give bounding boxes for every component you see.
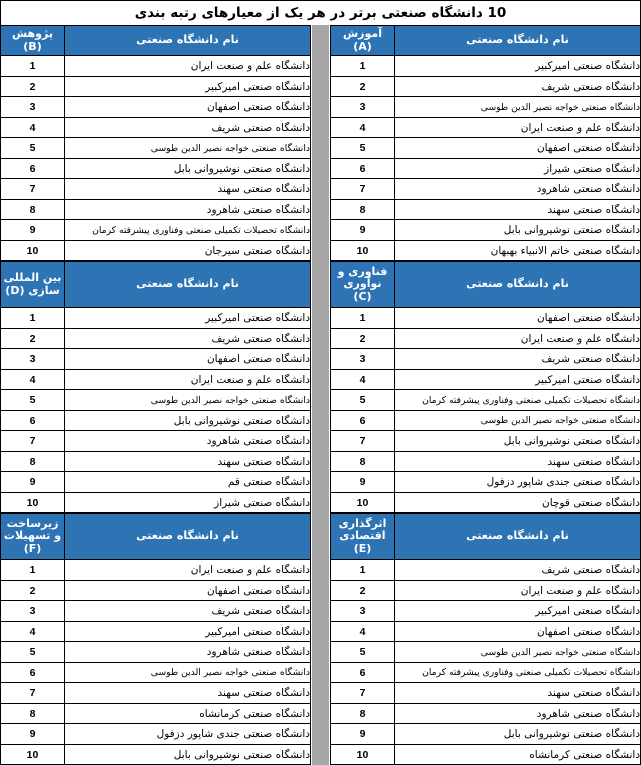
university-name-cell: دانشگاه صنعتی اصفهان xyxy=(65,349,311,370)
criterion-table-b xyxy=(0,25,311,261)
rank-cell: 4 xyxy=(1,621,65,642)
column-header-university: نام دانشگاه صنعتی xyxy=(65,514,311,560)
university-name-cell: دانشگاه صنعتی نوشیروانی بابل xyxy=(395,724,641,745)
table-row xyxy=(331,662,641,683)
table-row xyxy=(1,642,311,663)
table-row xyxy=(331,56,641,77)
university-name-cell: دانشگاه صنعتی اصفهان xyxy=(65,580,311,601)
university-name-cell: دانشگاه صنعتی شاهرود xyxy=(395,703,641,724)
rank-cell: 8 xyxy=(1,199,65,220)
column-divider xyxy=(311,513,330,765)
rank-cell: 5 xyxy=(331,390,395,411)
column-header-criterion-a: آموزش (A) xyxy=(331,26,395,56)
university-name-cell: دانشگاه صنعتی امیرکبیر xyxy=(395,601,641,622)
rank-cell: 10 xyxy=(331,492,395,513)
university-name-cell: دانشگاه صنعتی خواجه نصیر الدین طوسی xyxy=(395,642,641,663)
rank-cell: 8 xyxy=(331,703,395,724)
rank-cell: 9 xyxy=(1,724,65,745)
table-row xyxy=(331,349,641,370)
rank-cell: 7 xyxy=(1,683,65,704)
table-header-row xyxy=(1,262,311,308)
rank-cell: 5 xyxy=(331,642,395,663)
university-name-cell: دانشگاه صنعتی خواجه نصیر الدین طوسی xyxy=(65,138,311,159)
university-name-cell: دانشگاه تحصیلات تکمیلی صنعتی وفناوری پیشرفته کرمان xyxy=(65,220,311,241)
rank-cell: 7 xyxy=(1,179,65,200)
table-row xyxy=(331,410,641,431)
rank-cell: 10 xyxy=(331,744,395,765)
university-name-cell: دانشگاه صنعتی شاهرود xyxy=(65,199,311,220)
rank-cell: 1 xyxy=(331,308,395,329)
university-name-cell: دانشگاه صنعتی قوچان xyxy=(395,492,641,513)
column-header-university: نام دانشگاه صنعتی xyxy=(395,262,641,308)
table-row xyxy=(1,492,311,513)
table-header-row xyxy=(1,514,311,560)
table-row xyxy=(331,240,641,261)
rank-cell: 5 xyxy=(1,642,65,663)
rank-cell: 10 xyxy=(1,240,65,261)
criterion-table-d xyxy=(0,261,311,513)
table-row xyxy=(1,703,311,724)
ranking-table xyxy=(330,25,641,261)
criterion-table-c xyxy=(330,261,641,513)
table-row xyxy=(331,199,641,220)
rank-cell: 6 xyxy=(1,410,65,431)
rank-cell: 5 xyxy=(331,138,395,159)
rank-cell: 8 xyxy=(1,703,65,724)
table-row xyxy=(331,621,641,642)
ranking-table xyxy=(330,513,641,765)
university-name-cell: دانشگاه صنعتی امیرکبیر xyxy=(65,621,311,642)
university-name-cell: دانشگاه صنعتی کرمانشاه xyxy=(65,703,311,724)
university-name-cell: دانشگاه صنعتی سهند xyxy=(395,683,641,704)
table-row xyxy=(1,451,311,472)
table-row xyxy=(1,662,311,683)
table-row xyxy=(331,138,641,159)
university-name-cell: دانشگاه صنعتی امیرکبیر xyxy=(65,76,311,97)
rank-cell: 1 xyxy=(1,56,65,77)
university-name-cell: دانشگاه صنعتی شریف xyxy=(395,349,641,370)
rank-cell: 4 xyxy=(331,621,395,642)
column-divider xyxy=(311,25,330,261)
table-row xyxy=(1,179,311,200)
university-name-cell: دانشگاه صنعتی شیراز xyxy=(395,158,641,179)
rank-cell: 3 xyxy=(331,601,395,622)
university-name-cell: دانشگاه صنعتی شاهرود xyxy=(65,431,311,452)
rank-cell: 9 xyxy=(331,724,395,745)
university-name-cell: دانشگاه صنعتی اصفهان xyxy=(395,308,641,329)
column-header-university: نام دانشگاه صنعتی xyxy=(395,26,641,56)
table-row xyxy=(331,369,641,390)
rank-cell: 9 xyxy=(331,220,395,241)
rank-cell: 3 xyxy=(1,97,65,118)
table-row xyxy=(331,76,641,97)
university-name-cell: دانشگاه صنعتی امیرکبیر xyxy=(65,308,311,329)
university-name-cell: دانشگاه صنعتی اصفهان xyxy=(395,138,641,159)
university-name-cell: دانشگاه صنعتی سهند xyxy=(65,179,311,200)
rank-cell: 7 xyxy=(331,683,395,704)
rank-cell: 1 xyxy=(331,560,395,581)
university-name-cell: دانشگاه صنعتی سهند xyxy=(65,451,311,472)
university-name-cell: دانشگاه صنعتی شریف xyxy=(395,76,641,97)
rank-cell: 7 xyxy=(331,179,395,200)
page-title xyxy=(0,0,641,25)
table-row xyxy=(1,117,311,138)
university-name-cell: دانشگاه صنعتی جندی شاپور دزفول xyxy=(65,724,311,745)
university-name-cell: دانشگاه صنعتی نوشیروانی بابل xyxy=(395,220,641,241)
rank-cell: 7 xyxy=(1,431,65,452)
university-name-cell: دانشگاه صنعتی امیرکبیر xyxy=(395,369,641,390)
ranking-table xyxy=(0,25,311,261)
ranking-table xyxy=(330,261,641,513)
column-header-criterion-c: فناوری و نوآوری (C) xyxy=(331,262,395,308)
criterion-table-e xyxy=(330,513,641,765)
table-row xyxy=(1,308,311,329)
university-name-cell: دانشگاه صنعتی خواجه نصیر الدین طوسی xyxy=(65,662,311,683)
rank-cell: 2 xyxy=(1,580,65,601)
rank-cell: 1 xyxy=(1,560,65,581)
column-header-criterion-f: زیرساخت و تسهیلات (F) xyxy=(1,514,65,560)
table-row xyxy=(331,328,641,349)
university-name-cell: دانشگاه علم و صنعت ایران xyxy=(395,580,641,601)
ranking-block xyxy=(0,513,641,765)
university-name-cell: دانشگاه تحصیلات تکمیلی صنعتی وفناوری پیشرفته کرمان xyxy=(395,662,641,683)
table-row xyxy=(1,390,311,411)
table-row xyxy=(331,724,641,745)
university-name-cell: دانشگاه صنعتی خاتم الانبیاء بهبهان xyxy=(395,240,641,261)
rank-cell: 9 xyxy=(331,472,395,493)
rank-cell: 8 xyxy=(1,451,65,472)
table-row xyxy=(331,158,641,179)
table-row xyxy=(331,451,641,472)
column-header-criterion-e: اثرگذاری اقتصادی (E) xyxy=(331,514,395,560)
university-name-cell: دانشگاه صنعتی کرمانشاه xyxy=(395,744,641,765)
table-row xyxy=(1,744,311,765)
table-row xyxy=(1,724,311,745)
table-row xyxy=(331,308,641,329)
rank-cell: 4 xyxy=(331,369,395,390)
university-name-cell: دانشگاه صنعتی شاهرود xyxy=(65,642,311,663)
ranking-block xyxy=(0,25,641,261)
table-row xyxy=(1,56,311,77)
university-name-cell: دانشگاه صنعتی سهند xyxy=(395,199,641,220)
university-name-cell: دانشگاه صنعتی نوشیروانی بابل xyxy=(65,410,311,431)
university-name-cell: دانشگاه صنعتی خواجه نصیر الدین طوسی xyxy=(395,410,641,431)
rank-cell: 3 xyxy=(331,349,395,370)
rank-cell: 2 xyxy=(331,580,395,601)
table-header-row xyxy=(1,26,311,56)
table-row xyxy=(1,683,311,704)
table-row xyxy=(1,199,311,220)
rank-cell: 4 xyxy=(331,117,395,138)
column-header-university: نام دانشگاه صنعتی xyxy=(65,26,311,56)
table-header-row xyxy=(331,514,641,560)
university-name-cell: دانشگاه صنعتی نوشیروانی بابل xyxy=(395,431,641,452)
rank-cell: 6 xyxy=(1,662,65,683)
university-name-cell: دانشگاه صنعتی خواجه نصیر الدین طوسی xyxy=(65,390,311,411)
table-row xyxy=(331,580,641,601)
rank-cell: 5 xyxy=(1,390,65,411)
rank-cell: 3 xyxy=(1,349,65,370)
university-name-cell: دانشگاه صنعتی شریف xyxy=(65,601,311,622)
university-name-cell: دانشگاه تحصیلات تکمیلی صنعتی وفناوری پیشرفته کرمان xyxy=(395,390,641,411)
rank-cell: 10 xyxy=(1,492,65,513)
table-header-row xyxy=(331,26,641,56)
ranking-table xyxy=(0,261,311,513)
university-name-cell: دانشگاه صنعتی خواجه نصیر الدین طوسی xyxy=(395,97,641,118)
criterion-table-f xyxy=(0,513,311,765)
table-row xyxy=(1,560,311,581)
column-divider xyxy=(311,261,330,513)
rank-cell: 6 xyxy=(331,158,395,179)
rank-cell: 2 xyxy=(1,328,65,349)
table-row xyxy=(331,472,641,493)
table-row xyxy=(331,220,641,241)
ranking-block xyxy=(0,261,641,513)
rank-cell: 2 xyxy=(331,76,395,97)
table-row xyxy=(1,76,311,97)
table-row xyxy=(331,390,641,411)
column-header-university: نام دانشگاه صنعتی xyxy=(395,514,641,560)
table-row xyxy=(1,97,311,118)
rank-cell: 5 xyxy=(1,138,65,159)
table-row xyxy=(1,328,311,349)
rank-cell: 2 xyxy=(1,76,65,97)
university-name-cell: دانشگاه صنعتی نوشیروانی بابل xyxy=(65,744,311,765)
rank-cell: 6 xyxy=(1,158,65,179)
table-row xyxy=(1,349,311,370)
rank-cell: 9 xyxy=(1,220,65,241)
university-name-cell: دانشگاه صنعتی شریف xyxy=(395,560,641,581)
university-name-cell: دانشگاه صنعتی امیرکبیر xyxy=(395,56,641,77)
page-title-text: 10 دانشگاه صنعتی برتر در هر یک از معیارهای رتبه بندی xyxy=(134,5,507,21)
table-row xyxy=(1,580,311,601)
university-name-cell: دانشگاه علم و صنعت ایران xyxy=(65,560,311,581)
university-name-cell: دانشگاه صنعتی سهند xyxy=(65,683,311,704)
university-name-cell: دانشگاه صنعتی اصفهان xyxy=(395,621,641,642)
university-name-cell: دانشگاه صنعتی سیرجان xyxy=(65,240,311,261)
table-row xyxy=(331,744,641,765)
university-name-cell: دانشگاه علم و صنعت ایران xyxy=(65,369,311,390)
university-name-cell: دانشگاه صنعتی شاهرود xyxy=(395,179,641,200)
table-row xyxy=(331,683,641,704)
rank-cell: 8 xyxy=(331,199,395,220)
rank-cell: 3 xyxy=(331,97,395,118)
rank-cell: 4 xyxy=(1,117,65,138)
rank-cell: 6 xyxy=(331,662,395,683)
university-name-cell: دانشگاه صنعتی شریف xyxy=(65,117,311,138)
ranking-table xyxy=(0,513,311,765)
table-row xyxy=(331,560,641,581)
rank-cell: 1 xyxy=(1,308,65,329)
table-row xyxy=(331,492,641,513)
table-row xyxy=(331,642,641,663)
table-row xyxy=(1,601,311,622)
table-row xyxy=(331,431,641,452)
column-header-university: نام دانشگاه صنعتی xyxy=(65,262,311,308)
university-name-cell: دانشگاه صنعتی جندی شاپور دزفول xyxy=(395,472,641,493)
table-row xyxy=(1,369,311,390)
ranking-blocks xyxy=(0,25,641,765)
table-row xyxy=(331,601,641,622)
rank-cell: 2 xyxy=(331,328,395,349)
rank-cell: 6 xyxy=(331,410,395,431)
university-name-cell: دانشگاه صنعتی اصفهان xyxy=(65,97,311,118)
university-name-cell: دانشگاه صنعتی شریف xyxy=(65,328,311,349)
table-row xyxy=(1,621,311,642)
table-header-row xyxy=(331,262,641,308)
table-row xyxy=(1,410,311,431)
rank-cell: 3 xyxy=(1,601,65,622)
table-row xyxy=(331,179,641,200)
table-row xyxy=(331,703,641,724)
rank-cell: 1 xyxy=(331,56,395,77)
university-name-cell: دانشگاه صنعتی سهند xyxy=(395,451,641,472)
table-row xyxy=(1,158,311,179)
university-name-cell: دانشگاه علم و صنعت ایران xyxy=(395,328,641,349)
university-name-cell: دانشگاه علم و صنعت ایران xyxy=(65,56,311,77)
table-row xyxy=(1,240,311,261)
university-name-cell: دانشگاه صنعتی نوشیروانی بابل xyxy=(65,158,311,179)
rank-cell: 9 xyxy=(1,472,65,493)
criterion-table-a xyxy=(330,25,641,261)
table-row xyxy=(331,117,641,138)
column-header-criterion-d: بین المللی سازی (D) xyxy=(1,262,65,308)
rank-cell: 4 xyxy=(1,369,65,390)
university-name-cell: دانشگاه صنعتی قم xyxy=(65,472,311,493)
table-row xyxy=(1,431,311,452)
table-row xyxy=(1,138,311,159)
table-row xyxy=(331,97,641,118)
rank-cell: 10 xyxy=(331,240,395,261)
rank-cell: 8 xyxy=(331,451,395,472)
rank-cell: 7 xyxy=(331,431,395,452)
table-row xyxy=(1,472,311,493)
university-name-cell: دانشگاه صنعتی شیراز xyxy=(65,492,311,513)
column-header-criterion-b: پژوهش (B) xyxy=(1,26,65,56)
university-name-cell: دانشگاه علم و صنعت ایران xyxy=(395,117,641,138)
rank-cell: 10 xyxy=(1,744,65,765)
table-row xyxy=(1,220,311,241)
